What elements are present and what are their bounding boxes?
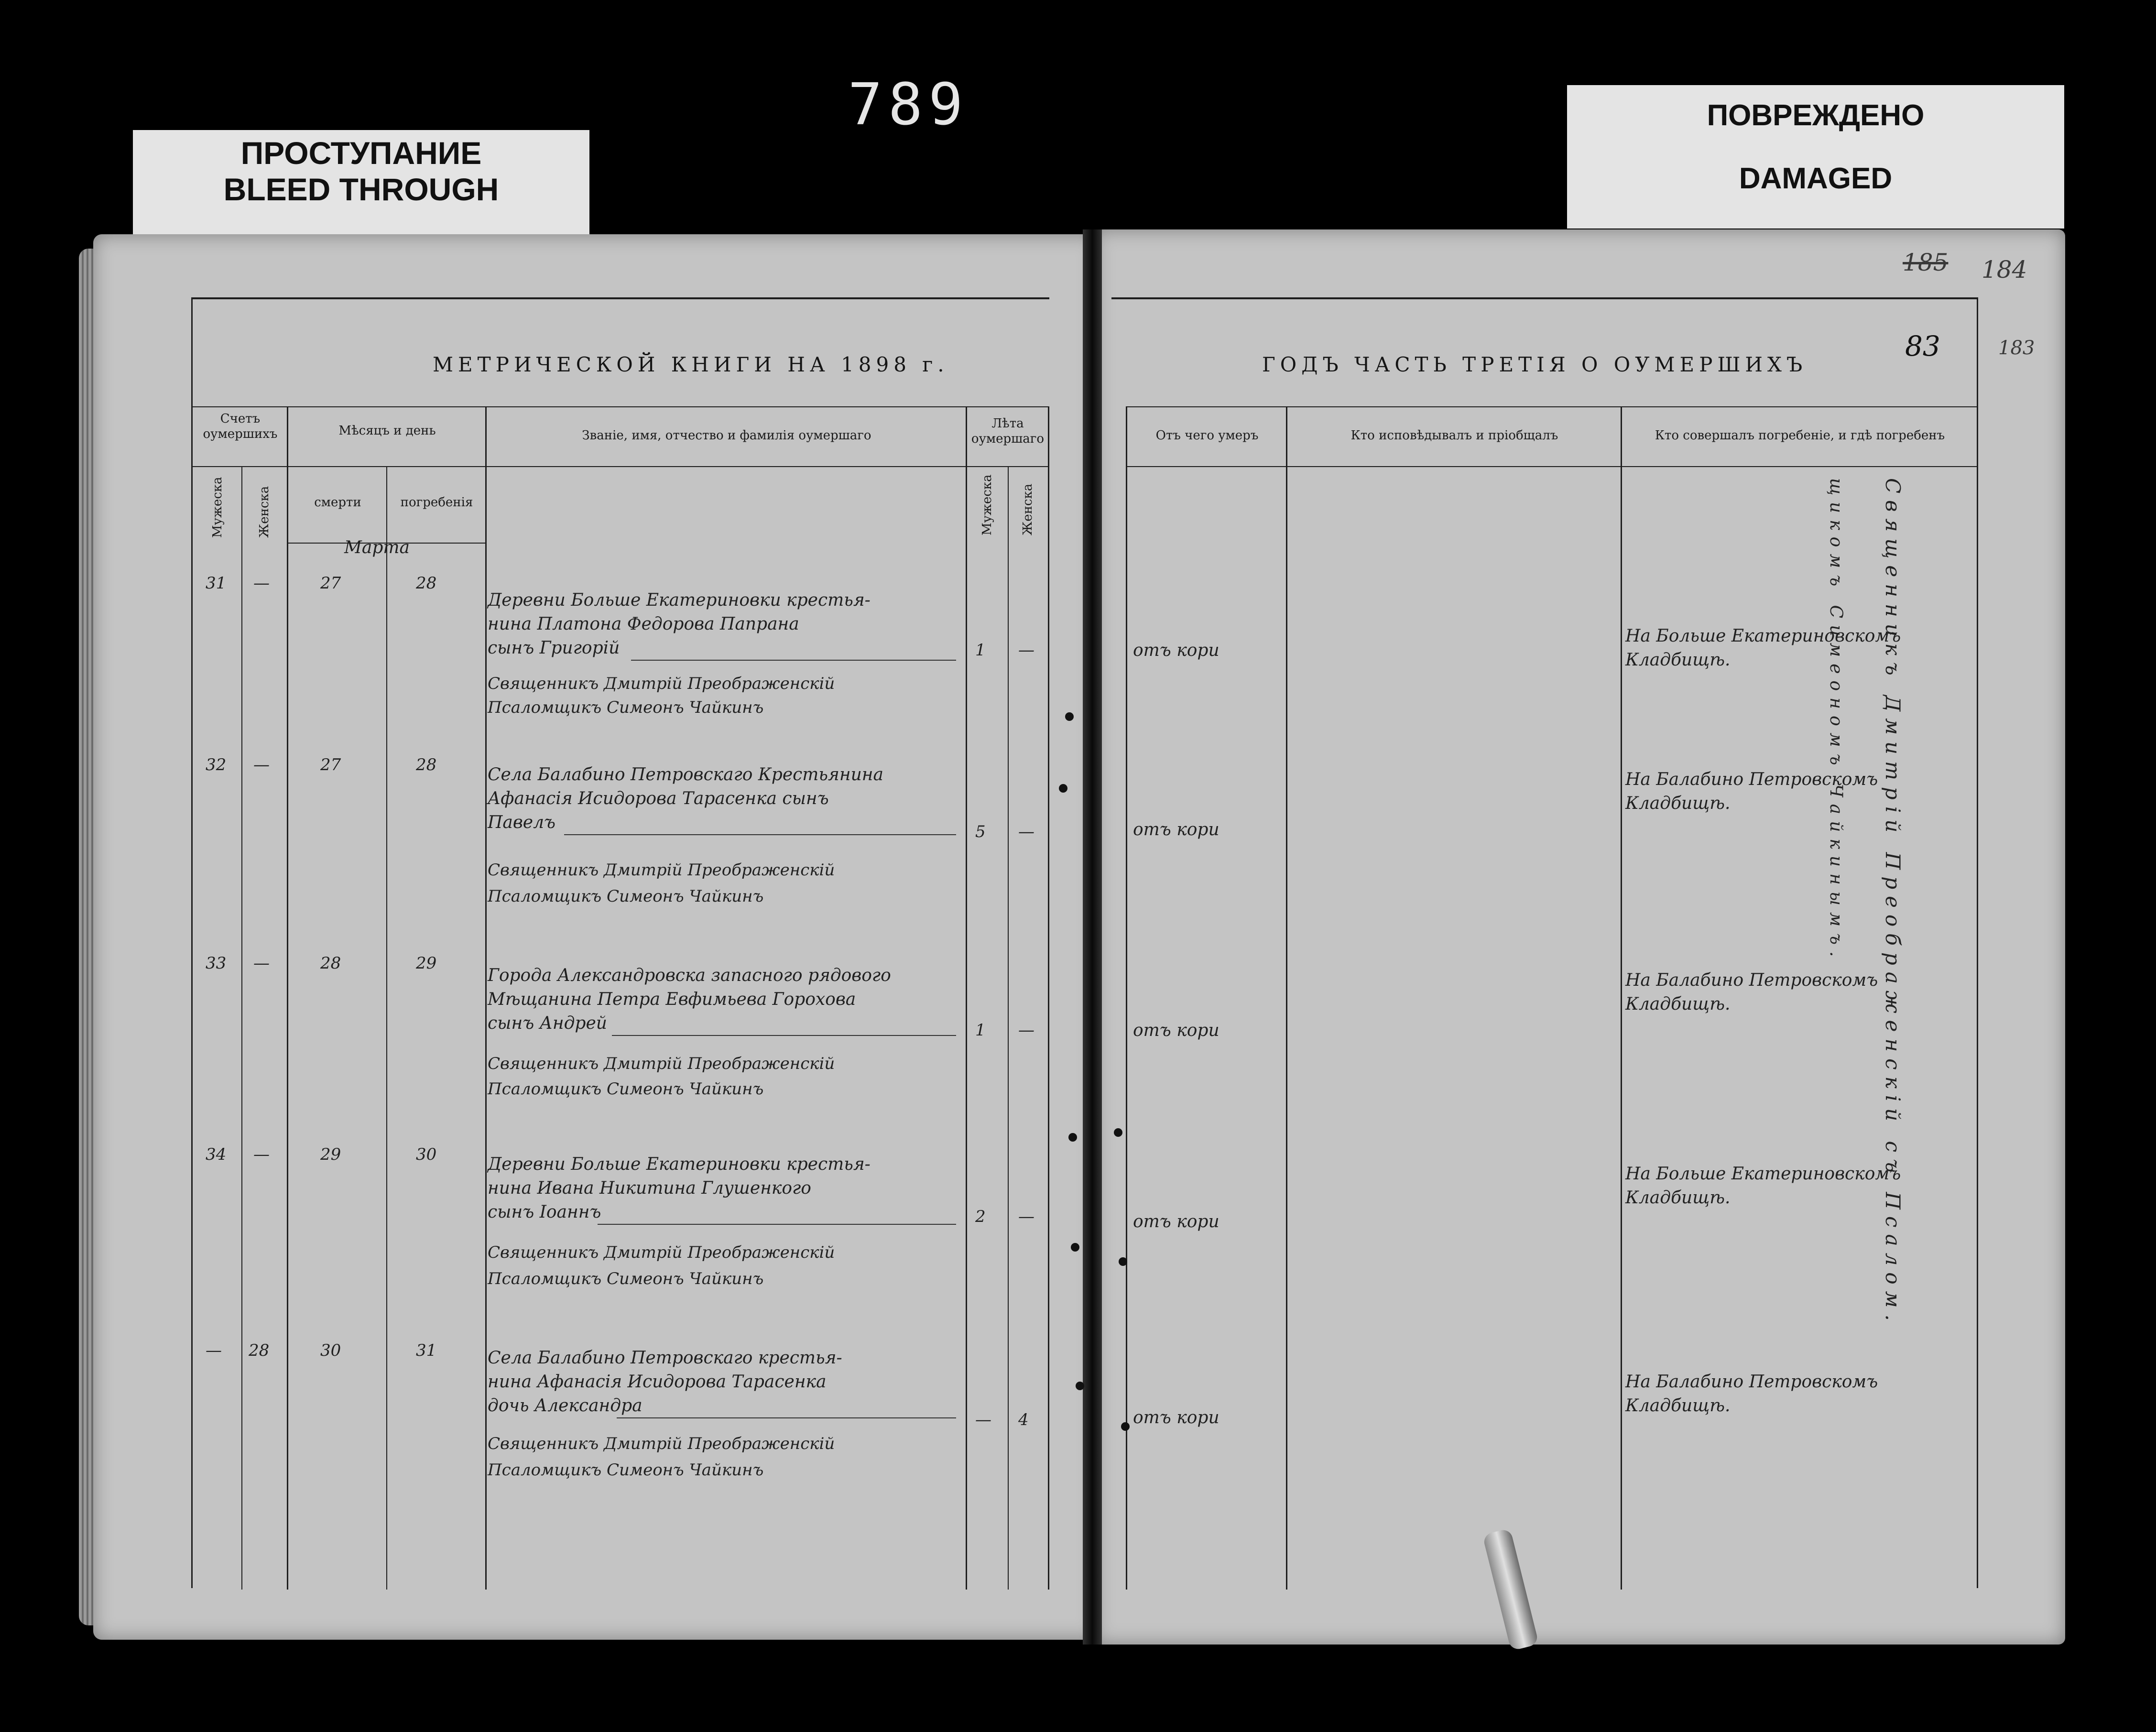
entry1-age-male: 1 — [975, 641, 986, 660]
entry3-female: — — [253, 954, 270, 973]
entry1-age-female: — — [1018, 641, 1034, 660]
damaged-label-ru: ПОВРЕЖДЕНО — [1707, 99, 1925, 132]
entry4-line2: нина Ивана Никитина Глушенкого — [488, 1178, 811, 1198]
entry5-underline — [617, 1417, 956, 1418]
entry4-age-female: — — [1018, 1207, 1034, 1226]
page-number: 83 — [1905, 330, 1940, 362]
entry3-underline — [612, 1035, 956, 1036]
entry1-line1: Деревни Больше Екатериновки крестья- — [488, 590, 871, 610]
stitch-hole — [1076, 1382, 1084, 1390]
entry1-line3: сынъ Григорій — [488, 638, 620, 658]
entry2-line1: Села Балабино Петровскаго Крестьянина — [488, 765, 883, 784]
entry1-clergy1: Священникъ Дмитрій Преображенскій — [488, 674, 835, 693]
left-header-rule — [191, 406, 1049, 407]
entry2-line3: Павелъ — [488, 813, 556, 832]
entry5-place1: На Балабино Петровскомъ — [1625, 1372, 1878, 1392]
vertical-clergy-note: Священникъ Дмитрій Преображенскій съ Псалом. — [1881, 478, 1905, 1328]
entry5-female: 28 — [249, 1341, 270, 1360]
pencil-alt-number: 183 — [1998, 337, 2035, 359]
entry1-female: — — [253, 574, 270, 593]
stitch-hole — [1114, 1128, 1122, 1137]
entry3-place2: Кладбищѣ. — [1625, 994, 1731, 1014]
entry5-line1: Села Балабино Петровскаго крестья- — [488, 1348, 842, 1368]
left-col-count — [287, 406, 288, 1590]
entry5-line3: дочь Александра — [488, 1396, 642, 1416]
entry1-burial: 28 — [416, 574, 437, 593]
stitch-hole — [1121, 1422, 1130, 1431]
entry1-death: 27 — [320, 574, 341, 593]
entry5-male: — — [206, 1341, 222, 1360]
pencil-new-number: 184 — [1982, 256, 2027, 283]
entry2-burial: 28 — [416, 755, 437, 774]
entry3-death: 28 — [320, 954, 341, 973]
entry3-burial: 29 — [416, 954, 437, 973]
entry2-place2: Кладбищѣ. — [1625, 794, 1731, 813]
left-page — [93, 234, 1097, 1640]
header-count: Счетъ оумершихъ — [203, 412, 278, 441]
entry5-age-female: 4 — [1018, 1410, 1029, 1429]
left-col-death — [386, 466, 387, 1590]
pencil-old-number: 185 — [1903, 249, 1949, 276]
entry4-cause: отъ кори — [1133, 1212, 1220, 1231]
entry2-cause: отъ кори — [1133, 820, 1220, 839]
left-col-date — [485, 406, 487, 1590]
left-running-head: МЕТРИЧЕСКОЙ КНИГИ НА 1898 г. — [433, 353, 949, 376]
left-col-age-male — [1008, 466, 1009, 1590]
entry3-age-male: 1 — [975, 1021, 986, 1040]
entry1-line2: нина Платона Федорова Папрана — [488, 614, 799, 634]
entry4-line1: Деревни Больше Екатериновки крестья- — [488, 1155, 871, 1174]
entry1-cause: отъ кори — [1133, 641, 1220, 660]
entry2-clergy2: Псаломщикъ Симеонъ Чайкинъ — [488, 887, 764, 906]
bleed-label-en: BLEED THROUGH — [223, 172, 499, 207]
entry4-clergy1: Священникъ Дмитрій Преображенскій — [488, 1243, 835, 1262]
left-col-person — [966, 406, 967, 1590]
entry4-line3: сынъ Іоаннъ — [488, 1202, 601, 1222]
right-outer-border — [1977, 297, 1978, 1588]
entry2-clergy1: Священникъ Дмитрій Преображенскій — [488, 861, 835, 880]
header-burial: погребенія — [400, 495, 473, 510]
stitch-hole — [1065, 712, 1074, 721]
left-header-rule-2 — [191, 466, 1049, 467]
right-running-head: ГОДЪ ЧАСТЬ ТРЕТІЯ О ОУМЕРШИХЪ — [1262, 353, 1808, 376]
entry3-clergy2: Псаломщикъ Симеонъ Чайкинъ — [488, 1079, 764, 1099]
header-count-male: Мужеска — [210, 477, 225, 538]
bleed-through-label — [133, 130, 589, 234]
frame-number: 789 — [848, 72, 969, 138]
entry2-underline — [564, 834, 956, 835]
entry2-female: — — [253, 755, 270, 774]
entry5-line2: нина Афанасія Исидорова Тарасенка — [488, 1372, 827, 1392]
entry3-clergy1: Священникъ Дмитрій Преображенскій — [488, 1054, 835, 1073]
entry2-line2: Афанасія Исидорова Тарасенка сынъ — [488, 789, 829, 808]
entry3-age-female: — — [1018, 1021, 1034, 1040]
entry3-line3: сынъ Андрей — [488, 1013, 607, 1033]
stitch-hole — [1119, 1257, 1127, 1266]
entry5-burial: 31 — [416, 1341, 437, 1360]
entry2-age-female: — — [1018, 822, 1034, 841]
header-person: Званіе, имя, отчество и фамилія оумершаго — [582, 428, 871, 443]
damaged-label — [1567, 85, 2064, 229]
entry5-clergy2: Псаломщикъ Симеонъ Чайкинъ — [488, 1460, 764, 1480]
header-age-female: Женска — [1021, 483, 1035, 535]
right-col-cause — [1286, 406, 1287, 1590]
entry1-male: 31 — [206, 574, 227, 593]
entry3-line2: Мѣщанина Петра Евфимьева Горохова — [488, 990, 856, 1009]
right-header-rule — [1126, 406, 1977, 407]
entry5-cause: отъ кори — [1133, 1408, 1220, 1427]
header-count-female: Женска — [257, 486, 272, 538]
stitch-hole — [1059, 784, 1067, 793]
entry4-place2: Кладбищѣ. — [1625, 1188, 1731, 1208]
right-header-rule-2 — [1126, 466, 1977, 467]
entry4-underline — [598, 1224, 956, 1225]
entry3-male: 33 — [206, 954, 227, 973]
header-age-male: Мужеска — [980, 474, 994, 535]
stitch-hole — [1068, 1133, 1077, 1142]
entry1-underline — [631, 660, 956, 661]
header-age: Лѣта оумершаго — [971, 416, 1045, 446]
book-spine — [1083, 229, 1102, 1645]
right-col-confessor — [1621, 406, 1622, 1590]
stitch-hole — [1071, 1243, 1079, 1252]
right-top-rule — [1111, 297, 1977, 299]
entry1-place1: На Больше Екатериновскомъ — [1625, 626, 1901, 646]
entry4-place1: На Больше Екатериновскомъ — [1625, 1164, 1901, 1184]
entry1-clergy2: Псаломщикъ Симеонъ Чайкинъ — [488, 698, 764, 717]
entry3-cause: отъ кори — [1133, 1021, 1220, 1040]
entry4-female: — — [253, 1145, 270, 1164]
bleed-label-ru: ПРОСТУПАНИЕ — [240, 135, 482, 171]
damaged-label-en: DAMAGED — [1739, 162, 1893, 195]
entry1-place2: Кладбищѣ. — [1625, 650, 1731, 670]
entry4-burial: 30 — [416, 1145, 437, 1164]
entry4-male: 34 — [206, 1145, 227, 1164]
entry5-place2: Кладбищѣ. — [1625, 1396, 1731, 1416]
entry3-line1: Города Александровска запасного рядового — [488, 966, 891, 985]
left-outer-border — [191, 297, 193, 1588]
header-death: смерти — [314, 495, 361, 510]
entry4-clergy2: Псаломщикъ Симеонъ Чайкинъ — [488, 1269, 764, 1288]
left-top-rule — [191, 297, 1049, 299]
left-col-age — [1048, 406, 1049, 1590]
left-col-male — [241, 466, 242, 1590]
vertical-clergy-note-2: щикомъ Симеономъ Чайкинымъ. — [1826, 478, 1846, 964]
entry2-age-male: 5 — [975, 822, 986, 841]
header-burial-by: Кто совершалъ погребеніе, и гдѣ погребенъ — [1655, 428, 1945, 443]
month-label: Марта — [344, 538, 410, 557]
right-col-left-border — [1126, 406, 1127, 1590]
entry2-male: 32 — [206, 755, 227, 774]
entry5-death: 30 — [320, 1341, 341, 1360]
header-date: Мѣсяцъ и день — [338, 424, 436, 438]
entry2-death: 27 — [320, 755, 341, 774]
entry4-age-male: 2 — [975, 1207, 986, 1226]
header-confessor: Кто исповѣдывалъ и пріобщалъ — [1350, 428, 1558, 443]
entry5-age-male: — — [975, 1410, 991, 1429]
entry4-death: 29 — [320, 1145, 341, 1164]
entry5-clergy1: Священникъ Дмитрій Преображенскій — [488, 1434, 835, 1453]
entry2-place1: На Балабино Петровскомъ — [1625, 770, 1878, 789]
header-cause: Отъ чего умеръ — [1155, 428, 1259, 443]
entry3-place1: На Балабино Петровскомъ — [1625, 970, 1878, 990]
